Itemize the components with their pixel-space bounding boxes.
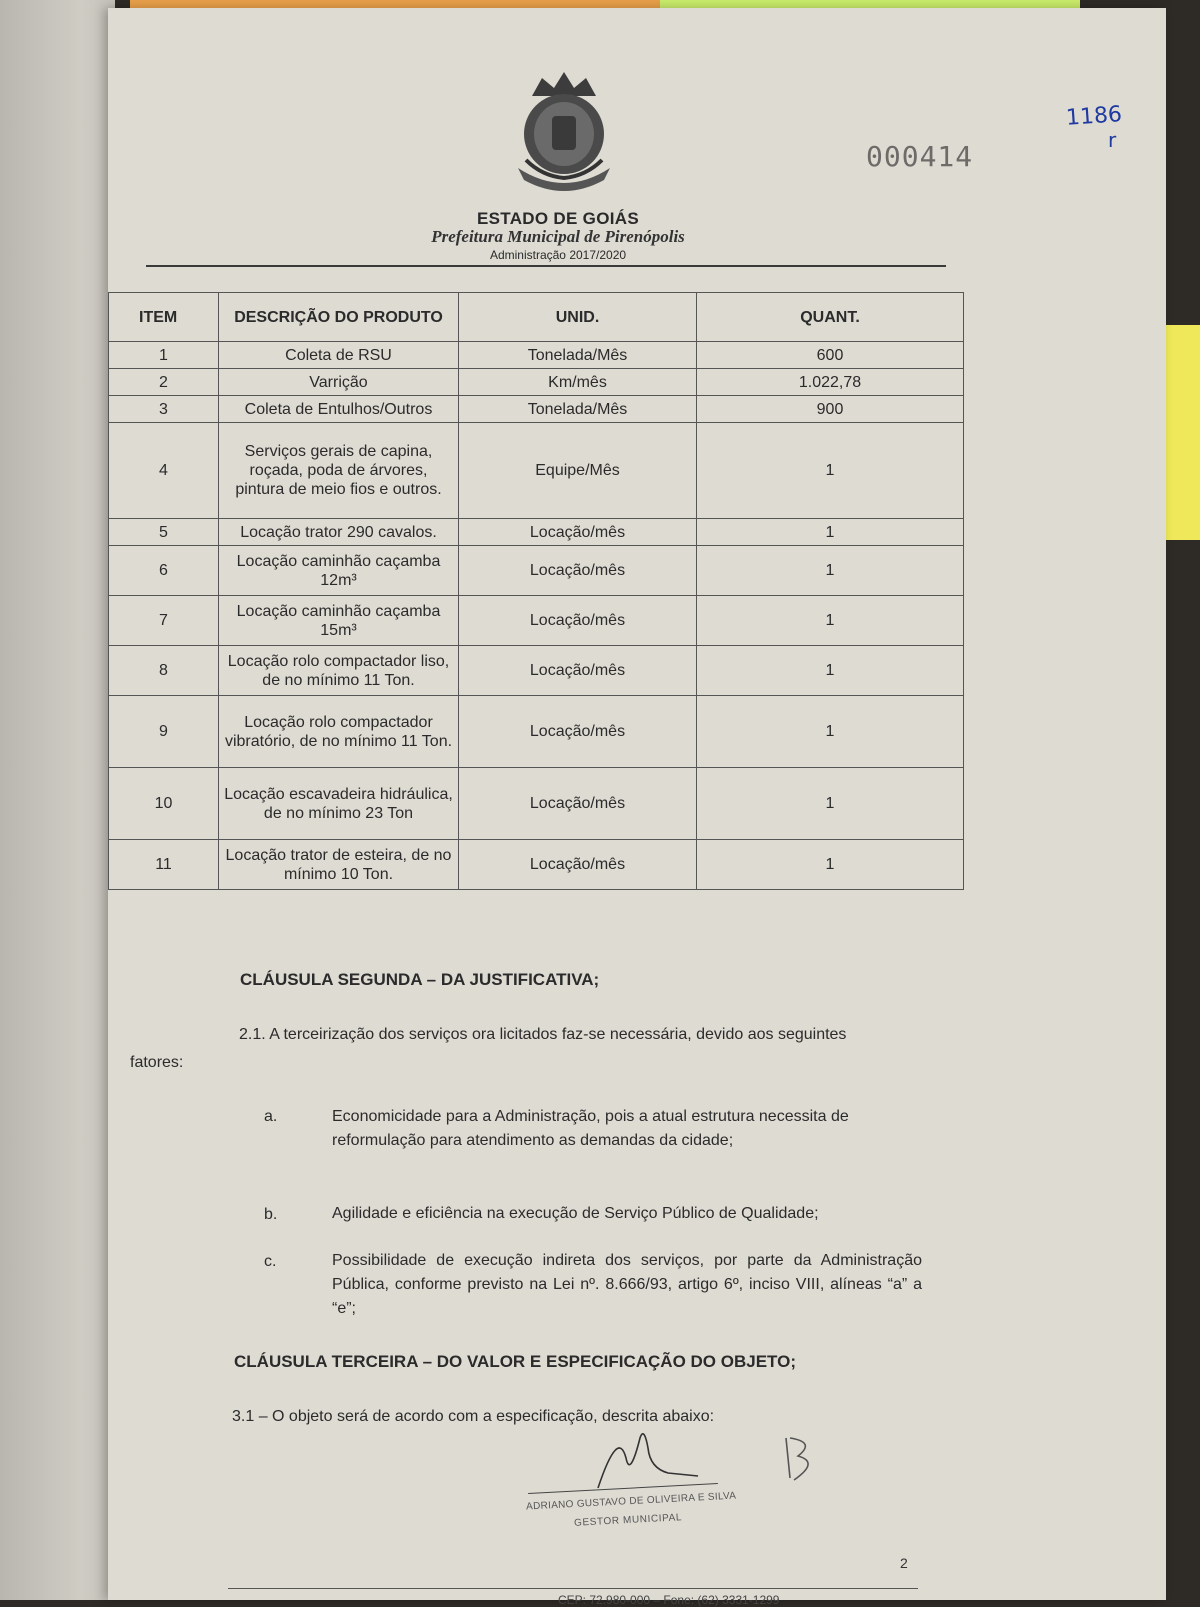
list-item-text: Agilidade e eficiência na execução de Serviço Público de Qualidade;	[332, 1205, 819, 1222]
coat-of-arms-icon	[512, 68, 616, 198]
clause-2-title: CLÁUSULA SEGUNDA – DA JUSTIFICATIVA;	[240, 970, 600, 989]
list-item-letter: a.	[264, 1108, 278, 1125]
footer-address: CEP: 72.980-000 – Fone: (62) 3331-1299	[558, 1593, 780, 1607]
cell-quantity: 1	[697, 596, 964, 646]
handwritten-folio: 1186	[1065, 102, 1123, 131]
cell-item: 1	[109, 342, 219, 369]
cell-quantity: 1	[697, 519, 964, 546]
table-row	[109, 646, 964, 696]
list-item-letter: c.	[264, 1253, 277, 1270]
paragraph-2-1-continuation: fatores:	[130, 1054, 184, 1071]
table-row	[109, 768, 964, 840]
cell-description: Locação escavadeira hidráulica, de no mínimo 23 Ton	[219, 768, 459, 840]
cell-item: 10	[109, 768, 219, 840]
header-rule	[146, 265, 946, 267]
signatory-role: GESTOR MUNICIPAL	[573, 1512, 683, 1529]
cell-description: Locação caminhão caçamba 15m³	[219, 596, 459, 646]
paragraph-2-1: 2.1. A terceirização dos serviços ora licitados faz-se necessária, devido aos seguintes	[239, 1026, 847, 1043]
cell-quantity: 1	[697, 768, 964, 840]
cell-description: Coleta de Entulhos/Outros	[219, 396, 459, 423]
cell-description: Coleta de RSU	[219, 342, 459, 369]
cell-description: Locação rolo compactador liso, de no mínimo 11 Ton.	[219, 646, 459, 696]
cell-unit: Locação/mês	[459, 596, 697, 646]
table-row	[109, 423, 964, 519]
cell-quantity: 1	[697, 546, 964, 596]
cell-description: Locação rolo compactador vibratório, de no mínimo 11 Ton.	[219, 696, 459, 768]
cell-item: 5	[109, 519, 219, 546]
clause-3-title: CLÁUSULA TERCEIRA – DO VALOR E ESPECIFICAÇÃO DO OBJETO;	[234, 1352, 796, 1371]
previous-page	[0, 0, 115, 1600]
cell-unit: Equipe/Mês	[459, 423, 697, 519]
table-row	[109, 596, 964, 646]
cell-item: 4	[109, 423, 219, 519]
cell-description: Serviços gerais de capina, roçada, poda de árvores, pintura de meio fios e outros.	[219, 423, 459, 519]
cell-unit: Locação/mês	[459, 646, 697, 696]
table-row	[109, 519, 964, 546]
cell-unit: Locação/mês	[459, 519, 697, 546]
col-header-quantity: QUANT.	[697, 293, 964, 342]
col-header-description: DESCRIÇÃO DO PRODUTO	[219, 293, 459, 342]
initials-icon	[776, 1428, 826, 1488]
cell-description: Varrição	[219, 369, 459, 396]
table-row	[109, 369, 964, 396]
signatory-name: ADRIANO GUSTAVO DE OLIVEIRA E SILVA	[525, 1490, 737, 1513]
cell-item: 2	[109, 369, 219, 396]
cell-item: 11	[109, 840, 219, 890]
paragraph-3-1: 3.1 – O objeto será de acordo com a especificação, descrita abaixo:	[232, 1408, 715, 1425]
page-number: 2	[900, 1555, 908, 1571]
header-state: ESTADO DE GOIÁS	[477, 209, 639, 228]
footer-rule	[228, 1588, 918, 1589]
cell-quantity: 900	[697, 396, 964, 423]
cell-quantity: 1	[697, 646, 964, 696]
cell-unit: Tonelada/Mês	[459, 342, 697, 369]
header-administration: Administração 2017/2020	[489, 248, 627, 262]
cell-unit: Locação/mês	[459, 840, 697, 890]
cell-unit: Locação/mês	[459, 546, 697, 596]
cell-quantity: 1.022,78	[697, 369, 964, 396]
table-row	[109, 396, 964, 423]
cell-unit: Locação/mês	[459, 768, 697, 840]
cell-quantity: 1	[697, 696, 964, 768]
col-header-item: ITEM	[109, 293, 219, 342]
table-row	[109, 840, 964, 890]
protocol-stamp: 000414	[866, 140, 974, 173]
cell-quantity: 1	[697, 423, 964, 519]
table-row	[109, 696, 964, 768]
cell-quantity: 1	[697, 840, 964, 890]
cell-description: Locação trator de esteira, de no mínimo 10 Ton.	[219, 840, 459, 890]
list-item-text: Economicidade para a Administração, pois a atual estrutura necessita de reformulação para atendimento as demandas da cidade;	[332, 1108, 849, 1149]
cell-description: Locação trator 290 cavalos.	[219, 519, 459, 546]
cell-unit: Tonelada/Mês	[459, 396, 697, 423]
table-row	[109, 546, 964, 596]
col-header-unit: UNID.	[459, 293, 697, 342]
cell-unit: Km/mês	[459, 369, 697, 396]
cell-item: 8	[109, 646, 219, 696]
document-page	[108, 8, 1166, 1607]
table-row	[109, 342, 964, 369]
cell-quantity: 600	[697, 342, 964, 369]
list-item-text: Possibilidade de execução indireta dos serviços, por parte da Administração Pública, conforme previsto na Lei nº. 8.666/93, artigo 6º, inciso VIII, alíneas “a” a “e”;	[332, 1252, 922, 1317]
handwritten-folio-suffix: r	[1108, 128, 1117, 152]
cell-item: 9	[109, 696, 219, 768]
cell-item: 6	[109, 546, 219, 596]
cell-item: 3	[109, 396, 219, 423]
header-prefecture: Prefeitura Municipal de Pirenópolis	[431, 227, 685, 246]
cell-unit: Locação/mês	[459, 696, 697, 768]
list-item-letter: b.	[264, 1206, 278, 1223]
cell-item: 7	[109, 596, 219, 646]
table-header-row	[109, 293, 964, 342]
services-table	[108, 292, 964, 890]
cell-description: Locação caminhão caçamba 12m³	[219, 546, 459, 596]
